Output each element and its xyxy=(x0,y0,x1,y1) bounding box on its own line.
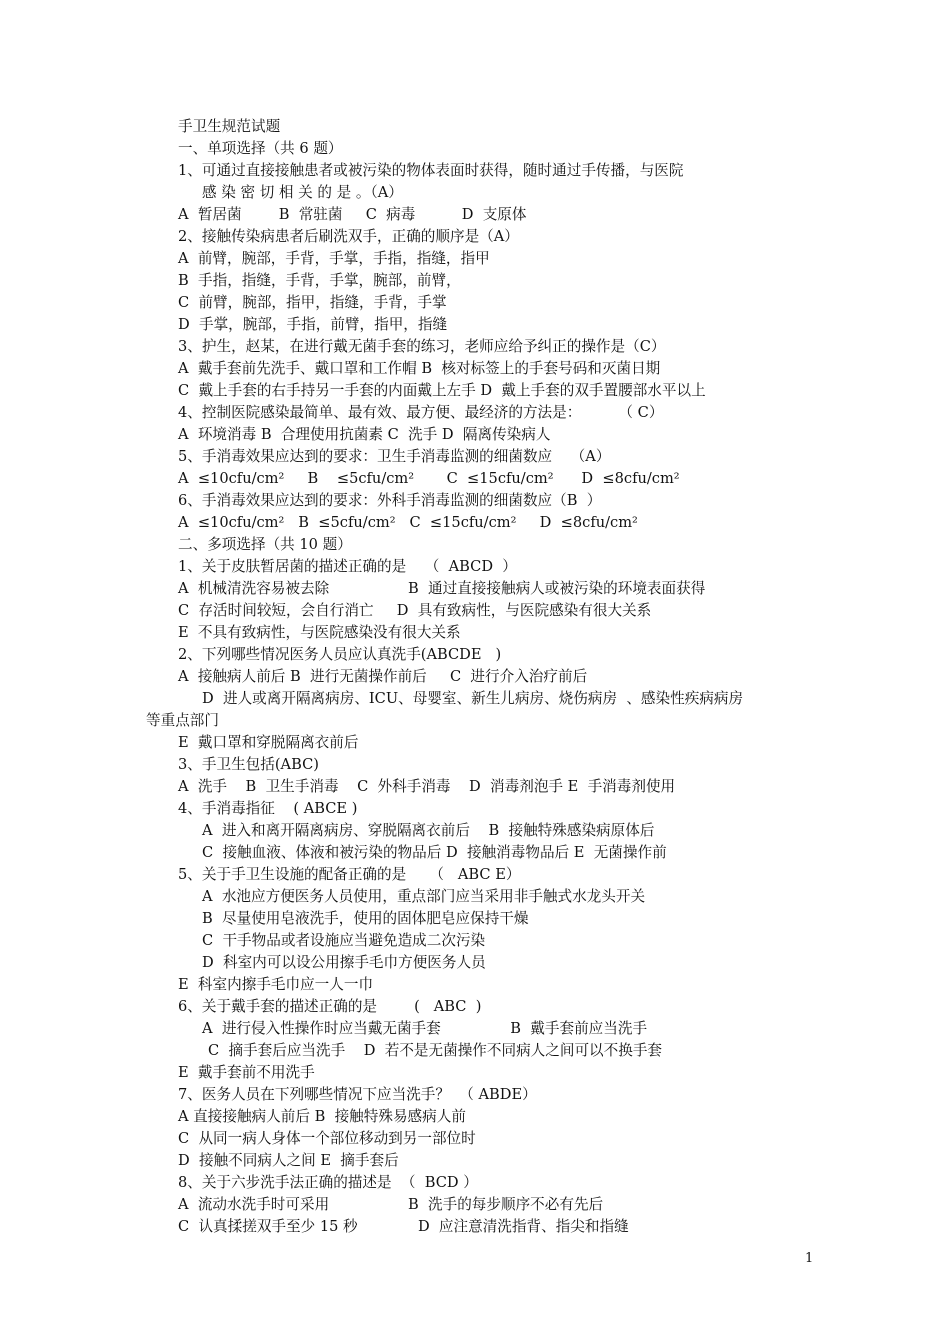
question-text: 8、关于六步洗手法正确的描述是 （ BCD ） xyxy=(178,1174,478,1191)
question-text: 感 染 密 切 相 关 的 是 。（A） xyxy=(202,184,403,201)
answer-option: B 手指，指缝，手背，手掌，腕部，前臂， xyxy=(178,272,461,289)
answer-options: A 进入和离开隔离病房、穿脱隔离衣前后 B 接触特殊感染病原体后 xyxy=(202,822,655,839)
answer-option: D 手掌，腕部，手指，前臂，指甲，指缝 xyxy=(178,316,448,333)
answer-option: E 戴口罩和穿脱隔离衣前后 xyxy=(178,734,359,751)
answer-options: A 洗手 B 卫生手消毒 C 外科手消毒 D 消毒剂泡手 E 手消毒剂使用 xyxy=(178,778,676,795)
answer-options: C 存活时间较短，会自行消亡 D 具有致病性，与医院感染有很大关系 xyxy=(178,602,652,619)
question-text: 5、手消毒效果应达到的要求：卫生手消毒监测的细菌数应 （A） xyxy=(178,448,611,465)
question-text: 2、下列哪些情况医务人员应认真洗手(ABCDE ) xyxy=(178,646,502,663)
answer-option: D 进人或离开隔离病房、ICU、母婴室、新生儿病房、烧伤病房 、感染性疾病病房 xyxy=(202,690,744,707)
answer-options: A 环境消毒 B 合理使用抗菌素 C 洗手 D 隔离传染病人 xyxy=(178,426,551,443)
answer-option: C 干手物品或者设施应当避免造成二次污染 xyxy=(202,932,486,949)
answer-options: C 戴上手套的右手持另一手套的内面戴上左手 D 戴上手套的双手置腰部水平以上 xyxy=(178,382,706,399)
answer-option: C 从同一病人身体一个部位移动到另一部位时 xyxy=(178,1130,476,1147)
section-heading: 二、多项选择（共 10 题） xyxy=(178,536,352,553)
question-text: 4、手消毒指征 ( ABCE ) xyxy=(178,800,358,817)
document-title: 手卫生规范试题 xyxy=(178,118,281,135)
question-text: 7、医务人员在下列哪些情况下应当洗手？ （ ABDE） xyxy=(178,1086,537,1103)
question-text: 6、关于戴手套的描述正确的是 ( ABC ) xyxy=(178,998,482,1015)
answer-option: C 前臂，腕部，指甲，指缝，手背，手掌 xyxy=(178,294,447,311)
answer-option-continuation: 等重点部门 xyxy=(146,712,219,729)
question-text: 6、手消毒效果应达到的要求：外科手消毒监测的细菌数应（B ） xyxy=(178,492,602,509)
question-text: 1、可通过直接接触患者或被污染的物体表面时获得，随时通过手传播，与医院 xyxy=(178,162,684,179)
answer-options: C 摘手套后应当洗手 D 若不是无菌操作不同病人之间可以不换手套 xyxy=(208,1042,663,1059)
answer-options: A 暂居菌 B 常驻菌 C 病毒 D 支原体 xyxy=(178,206,527,223)
section-heading: 一、单项选择（共 6 题） xyxy=(178,140,343,157)
answer-options: A 直接接触病人前后 B 接触特殊易感病人前 xyxy=(178,1108,466,1125)
answer-option: B 尽量使用皂液洗手，使用的固体肥皂应保持干燥 xyxy=(202,910,529,927)
page-number: 1 xyxy=(805,1251,814,1266)
question-text: 1、关于皮肤暂居菌的描述正确的是 （ ABCD ） xyxy=(178,558,517,575)
question-text: 3、护生，赵某，在进行戴无菌手套的练习，老师应给予纠正的操作是（C） xyxy=(178,338,666,355)
question-text: 4、控制医院感染最简单、最有效、最方便、最经济的方法是： （ C） xyxy=(178,404,664,421)
answer-option: E 戴手套前不用洗手 xyxy=(178,1064,315,1081)
answer-options: A 进行侵入性操作时应当戴无菌手套 B 戴手套前应当洗手 xyxy=(202,1020,648,1037)
answer-options: C 接触血液、体液和被污染的物品后 D 接触消毒物品后 E 无菌操作前 xyxy=(202,844,667,861)
answer-options: A ≤10cfu/cm² B ≤5cfu/cm² C ≤15cfu/cm² D ≤8cfu/cm² xyxy=(178,514,638,531)
answer-options: C 认真揉搓双手至少 15 秒 D 应注意清洗指背、指尖和指缝 xyxy=(178,1218,629,1235)
question-text: 5、关于手卫生设施的配备正确的是 （ ABC E） xyxy=(178,866,521,883)
answer-options: A ≤10cfu/cm² B ≤5cfu/cm² C ≤15cfu/cm² D ≤8cfu/cm² xyxy=(178,470,680,487)
answer-options: A 接触病人前后 B 进行无菌操作前后 C 进行介入治疗前后 xyxy=(178,668,588,685)
answer-option: D 科室内可以设公用擦手毛巾方便医务人员 xyxy=(202,954,486,971)
answer-options: A 机械清洗容易被去除 B 通过直接接触病人或被污染的环境表面获得 xyxy=(178,580,706,597)
answer-options: A 戴手套前先洗手、戴口罩和工作帽 B 核对标签上的手套号码和灭菌日期 xyxy=(178,360,661,377)
answer-option: E 科室内擦手毛巾应一人一巾 xyxy=(178,976,374,993)
answer-option: A 水池应方便医务人员使用，重点部门应当采用非手触式水龙头开关 xyxy=(202,888,646,905)
question-text: 3、手卫生包括(ABC) xyxy=(178,756,319,773)
answer-options: D 接触不同病人之间 E 摘手套后 xyxy=(178,1152,399,1169)
answer-option: A 前臂，腕部，手背，手掌，手指，指缝，指甲 xyxy=(178,250,490,267)
question-text: 2、接触传染病患者后刷洗双手，正确的顺序是（A） xyxy=(178,228,519,245)
answer-options: A 流动水洗手时可采用 B 洗手的每步顺序不必有先后 xyxy=(178,1196,604,1213)
answer-option: E 不具有致病性，与医院感染没有很大关系 xyxy=(178,624,461,641)
